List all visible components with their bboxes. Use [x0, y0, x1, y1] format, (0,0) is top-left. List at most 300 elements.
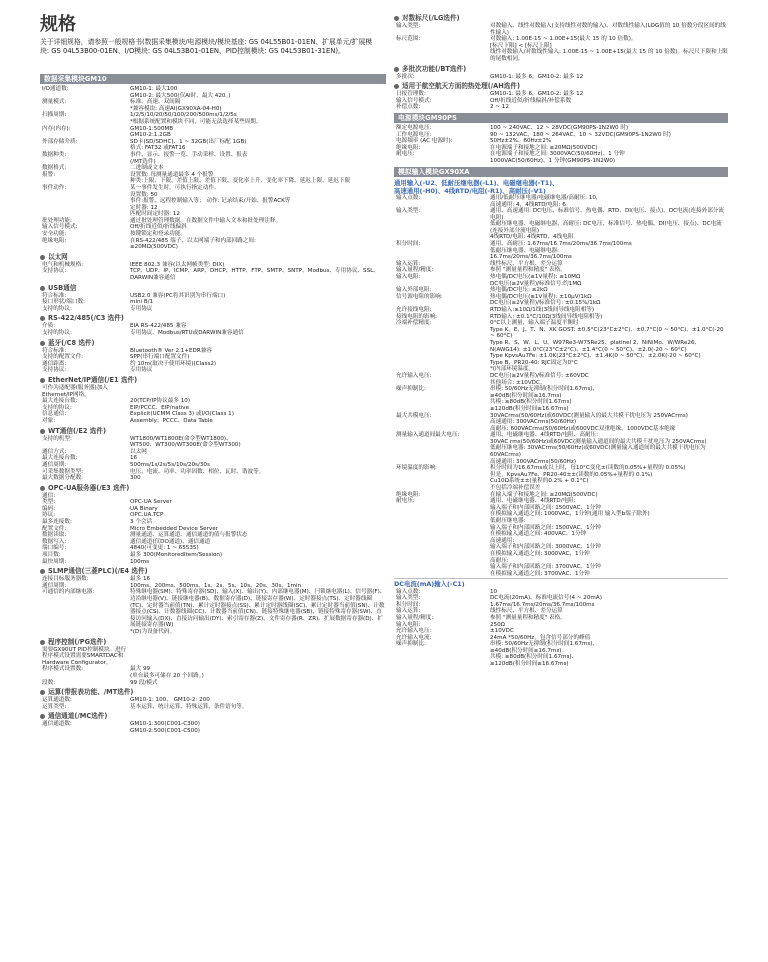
spec-value: RTD输入: ±0.1°C/10Ω(3线间导线电阻相等) [490, 313, 603, 320]
spec-value: 100ms [130, 558, 150, 565]
spec-row [40, 361, 386, 368]
spec-key: 可采集数据类型: [42, 468, 84, 475]
spec-key: 电源频率 (AC 电源时): [396, 138, 453, 145]
subsection-title: OPC-UA服务器(/E3 选件) [48, 483, 130, 492]
spec-key: 允许输入电压: [396, 372, 432, 379]
spec-key: 标尺范围: [396, 36, 421, 43]
spec-value: 积分时间为16.67ms或以上时，每10°C变化±(读数的0.05%+量程的 0.05%) 但是，KpvsAu7Fe、PR20-40±±(读数的0.05%+量程的 0.1%) Cu10Ω系统±±(量程的0.2% + 0.1°C) 不包括冷端补偿误差 [490, 465, 686, 492]
spec-value: Off/折线近似/折线偏斜 [130, 224, 187, 231]
spec-key: 符合标准: [42, 347, 67, 354]
spec-row [40, 330, 386, 337]
subsection-heading [40, 427, 386, 436]
spec-value: 最大 99 (单台最多可储存 20 个回路。) [130, 666, 204, 679]
spec-row [394, 465, 728, 491]
spec-key: 扫描周期: [42, 112, 67, 119]
spec-key: 支持协议: [42, 268, 67, 275]
spec-row [40, 721, 386, 734]
spec-row [394, 307, 728, 314]
spec-value: Bluetooth® Ver 2.1+EDR兼容 [130, 347, 212, 354]
spec-row [40, 647, 386, 667]
spec-value: IEEE 802.3 兼容(以太网帧类型: DIX) [130, 261, 225, 268]
spec-value: 热电偶/DC电压(≤1V量程): ±10μV/1kΩ DC电压(≥2V量程)/标准信号: ±0.15%/1kΩ [490, 293, 601, 307]
spec-key: 介质: [42, 323, 56, 330]
spec-key: 支持的配置文件: [42, 354, 84, 361]
spec-key: 接线电阻的影响: [396, 313, 438, 320]
spec-value: 10 [490, 588, 498, 595]
spec-value: 最多 300(MonitoredItem/Session) [130, 552, 223, 559]
spec-row [394, 138, 728, 145]
spec-value: RTD输入:≤10Ω/1线(3线间导线电阻相等) [490, 307, 595, 313]
spec-key: 积分时间: [396, 601, 421, 608]
right-column [394, 12, 728, 668]
spec-value: 100 ~ 240VAC、12 ~ 28VDC(GM90PS-1N2W0 时) [490, 124, 629, 131]
spec-key: 支持协议: [42, 367, 67, 374]
spec-row [40, 493, 386, 500]
subsection-heading [40, 376, 386, 385]
spec-row [40, 697, 386, 704]
spec-key: 接口形状/端口数: [42, 299, 85, 306]
spec-key: 数据读取: [42, 532, 67, 539]
spec-value: Explicit(UCMM Class 3) 或I/O(Class 1) [130, 411, 234, 418]
spec-value: mini B/1 [130, 299, 154, 306]
spec-key: 输入信号模式: [42, 224, 78, 231]
spec-value: 事件、显示、报警一览、手动采样、设置、报表 (/MT选件) [130, 151, 248, 165]
spec-value: 热电偶/DC电压: ≤2kΩ [490, 287, 548, 294]
spec-key: 补偿点数: [396, 104, 421, 111]
bullet-icon [40, 429, 45, 434]
spec-row [40, 559, 386, 566]
spec-value: 1.67ms/16.7ms/20ms/36.7ms/100ms [490, 601, 595, 608]
subsection-title: EtherNet/IP通信(/E1 选件) [48, 375, 138, 384]
page-title: 规格 [40, 14, 76, 35]
spec-value: 30VACrms(50/60Hz)或60VDC(测量输入的最大共模干扰电压为 250VACrms) 高速通用: 300VACrms(50/60Hz) 高耐压: 600VACrms(50/60Hz)或600VDC双重绝缘，1000VDC基本绝缘 [490, 412, 688, 432]
spec-row [394, 320, 728, 373]
spec-value: 测量通道、运算通道、通信通道的值与报警状态 [130, 532, 248, 539]
spec-key: 类型: [42, 499, 56, 506]
spec-value: SPP(串行端口配置文件) [130, 354, 190, 361]
spec-key: 噪声抑制比: [396, 386, 426, 393]
spec-key: 支持的机型: [42, 435, 72, 442]
spec-key: 可通信的内部继电器: [42, 589, 95, 596]
spec-value: WT1800/WT1800E(命令型WT1800)、 WT500、WT300/WT300E(命令型WT300) [130, 435, 241, 449]
spec-key: 最大连接台数: [42, 455, 78, 462]
spec-key: 允许输入电流: [396, 634, 432, 641]
spec-key: 安全功能: [42, 231, 67, 238]
spec-row [40, 238, 386, 251]
spec-row [40, 218, 386, 225]
subsection-heading [40, 339, 386, 348]
subsection-heading [40, 688, 386, 697]
spec-row [40, 306, 386, 313]
spec-row [40, 539, 386, 546]
spec-value: 线性标尺、平方根、差分运算 [490, 608, 563, 615]
spec-key: 最大连接台数: [42, 398, 78, 405]
spec-key: 输入外部电阻: [396, 287, 432, 294]
spec-value: 最多 16 [130, 576, 151, 583]
spec-key: 测量输入通道间最大电压: [396, 432, 460, 439]
spec-key: 输入运算: [396, 260, 421, 267]
spec-value: 约 10m(取决于使用环境)(Class2) [130, 360, 217, 367]
spec-key: 输入量程/精度: [396, 614, 434, 621]
spec-row [394, 287, 728, 294]
spec-row [40, 589, 386, 635]
spec-value: EIP/PCCC、EIP/native [130, 404, 190, 411]
spec-row [394, 151, 728, 164]
spec-row [394, 125, 728, 132]
spec-row [394, 432, 728, 465]
spec-value: 90 ~ 132VAC、180 ~ 264VAC、10 ~ 32VDC(GM90PS-1N2W0 时) [490, 131, 671, 138]
spec-key: 需要GX90UT PID控制模块。进行程序模式设置需要SMARTDAC和 Hardware Configurator。 [42, 646, 127, 666]
bullet-icon [40, 286, 45, 291]
spec-key: 事件动作: [42, 184, 67, 191]
analog-input-heading: 通用输入(-U2、低耐压继电器(-L1)、电磁继电器(-T1)、 高速通用(-H0)、4线RTD/电阻(-R1)、高耐压(-V1) [394, 178, 559, 195]
spec-row [40, 411, 386, 418]
spec-row [394, 622, 728, 629]
spec-key: 信息通信: [42, 411, 67, 418]
subsection-heading [394, 14, 728, 23]
spec-key: 输入类型: [396, 595, 421, 602]
spec-value: 线性标尺、平方根、差分运算 [490, 260, 563, 267]
spec-key: 工作电源电压: [396, 131, 432, 138]
spec-value: 串模: 50/60Hz无抑制(积分时间1.67ms)、 ≥40dB(积分时间≥16.7ms) 共模: ≥80dB(积分时间1.67ms) ≥120dB(积分时间≥16.67ms) [490, 386, 599, 412]
bullet-icon [40, 378, 45, 383]
spec-value: 对数输入、线性对数输入(支持线性对数的输入)、对数线性输入(LOG值的 10 倍数分段区间的线性输入) [490, 23, 726, 36]
spec-value: 电压、电流、功率、功率因数、相位、瓦时、谐波等。 [130, 468, 265, 475]
spec-value: ±10VDC [490, 628, 514, 635]
subsection-title: 蓝牙(/C8 选件) [48, 338, 95, 347]
bullet-icon [40, 569, 45, 574]
spec-value: 通用、电磁继电器、4线RTD/电阻: 输入端子和内部回路之间: 1500VAC、1分钟 在模拟输入通道之间: 1000VAC、1分钟(通用 输入型b端子除外) 低耐压继电器: 输入端子和内部回路之间: 1500VAC、1分钟 在模拟输入通道之间: 400VAC、1分钟 高速通用: 输入端子和内部回路之间: 3000VAC、1分钟 在模拟输入通道之间: 3000VAC、1分钟 高耐压: 输入端子和内部回路之间: 3700VAC、1分钟 在模拟输入通道之间: 3700VAC、1分钟 [490, 498, 650, 577]
spec-key: 程序模式设置数: [42, 666, 84, 673]
spec-value: Assembly、PCCC、Data Table [130, 417, 213, 424]
bullet-icon [394, 67, 399, 72]
spec-key: 信号源电阻的影响: [396, 293, 443, 300]
spec-row [40, 512, 386, 519]
spec-value: 500ms/1s/2s/5s/10s/20s/30s [130, 461, 210, 468]
spec-row [40, 666, 386, 679]
dc-input-heading: DC电流(mA)输入(-C1) [394, 580, 465, 589]
subsection-title: 以太网 [48, 252, 68, 261]
spec-key: 允许输入电压: [396, 628, 432, 635]
spec-row [394, 91, 728, 98]
spec-row [40, 704, 386, 711]
spec-key: 通信通道数: [42, 721, 72, 728]
spec-key: 日报管理数: [396, 91, 426, 98]
spec-key: 输入电阻: [396, 621, 421, 628]
spec-row [40, 323, 386, 330]
subsection-heading [394, 65, 728, 74]
spec-value: 标准、高速、双间隔 *兼容模块: 高速AI(GX90XA-04-H0) [130, 99, 222, 112]
spec-key: 端口编号: [42, 545, 67, 552]
subsection-heading [40, 712, 386, 721]
spec-key: 输入运算: [396, 608, 421, 615]
spec-value: 300 [130, 475, 141, 482]
spec-value: 在电源端子和接地之间: ≥20MΩ(500VDC) [490, 144, 598, 151]
spec-key: 多批次: [396, 73, 415, 80]
spec-row [40, 348, 386, 355]
spec-value: GM10-1: 100， GM10-2: 200 [130, 697, 210, 704]
spec-key: 运算类型: [42, 703, 67, 710]
spec-value: DC电压(≥2V量程)/标准信号: ±60VDC 其他场合: ±10VDC。 [490, 372, 589, 386]
spec-row [40, 165, 386, 172]
spec-row [40, 172, 386, 185]
spec-value: 对数输入: 1.00E-15 ~ 1.00E+15(最大 15 的 10 倍数)。 [标尺下限] < [标尺上限] 线性对数输入/对数线性输入: 1.00E-15 ~ 1.00E+15(最大 15 的 10 倍数)。标尺尺下限和上限的尾数相同。 [490, 36, 728, 62]
spec-value: 通用、高耐压: 1.67ms/16.7ms/20ms/36.7ms/100ms 低耐压继电器、电磁继电器: 16.7ms/20ms/36.7ms/100ms [490, 241, 632, 261]
spec-value: GM10-1: 最多 6，GM10-2: 最多 12 [490, 73, 584, 80]
bullet-icon [40, 486, 45, 491]
spec-row [40, 469, 386, 476]
spec-row [40, 455, 386, 462]
spec-value [130, 493, 386, 500]
spec-key: 最大共模电压: [396, 412, 432, 419]
spec-key: 外部存储介质: [42, 138, 78, 145]
bullet-icon [40, 714, 45, 719]
subsection-heading [40, 638, 386, 647]
spec-row [394, 498, 728, 577]
spec-row [394, 208, 728, 241]
spec-value: EIA RS-422/485 兼容 [130, 323, 187, 330]
spec-key: 环境温度的影响: [396, 465, 438, 472]
spec-key: 通信距离: [42, 360, 67, 367]
spec-value: 通过批处理管理数据。在数据文件中输入文本和批处理注释。 [130, 217, 282, 224]
spec-key: 噪声抑制比: [396, 641, 426, 648]
spec-value: 通用、高速通用: DC电压、标准信号、热电偶、RTD、DI(电压、接点)、DC电流(连接外部分流电阻) 低耐压继电器、电磁继电器、高耐压: DC电压、标准信号、热电偶、DI(电压、接点)、DC电流(连接外部分流电阻) 4线RTD/电阻: 4线RTD、4线电阻 [490, 208, 724, 241]
spec-row [40, 299, 386, 306]
spec-row [40, 99, 386, 112]
spec-row [394, 641, 728, 667]
spec-value: 250Ω [490, 621, 505, 628]
spec-key: 连接目标服务器数: [42, 576, 89, 583]
spec-key: 对象: [42, 417, 56, 424]
left-column [40, 72, 386, 735]
spec-row [40, 112, 386, 125]
spec-value: 通用、电磁继电器、4线RTD/电阻、高耐压: 30VAC rms(50/60Hz)或60VDC(测量输入通道间的最大共模干扰电压为 250VACrms) 低耐压继电器: 30VACrms(50/60Hz)或60VDC(测量输入通道间的最大共模干扰电压为60VACrms) 高速通用: 300VACrms(50/60Hz) [490, 432, 707, 465]
spec-value: DC电流(20mA)、标准电流信号(4 ~ 20mA) [490, 595, 602, 602]
spec-key: 项目数: [42, 552, 61, 559]
subsection-title: RS-422/485(/C3 选件) [48, 314, 124, 323]
spec-value: 在输入端子和接地之间: ≥20MΩ(500VDC) [490, 491, 598, 498]
spec-value: 以太网 [130, 448, 147, 455]
spec-value: 特殊继电器(SM)、特殊寄存器(SD)、输入(X)、输出(Y)、内部继电器(M)、闩锁继电器(L)、信号器(F)、边沿继电器(V)、链接继电器(B)、数据寄存器(D)、链接寄存器(W)、定时器接点(TS)、定时器线圈(TC)、定时器当前值(TN)、累计定时器接点(SS)、累计定时器线圈(SC)、累计定时器当前值(SN)、计数器接点(CS)、计数器线圈(CC)、计数器当前值(CN)、链接特殊继电器(SB)、链接特殊寄存器(SW)、直接访问输入(DX)、直接访问输出(DY)、索引寄存器(Z)、文件寄存器(R、ZR)、扩展数据寄存器(D)、扩展链接寄存器(W) *(D)为设备代码。 [130, 589, 386, 635]
spec-key: 通信方式: [42, 448, 67, 455]
subsection-title: 运算(带报表功能、/MT选件) [48, 688, 134, 697]
spec-key: 冷端补偿精度: [396, 320, 432, 327]
spec-key: 通信周期: [42, 582, 67, 589]
bullet-icon [40, 255, 45, 260]
spec-row [394, 98, 728, 105]
spec-row [40, 367, 386, 374]
spec-value: 在电源端子和接地之间: 3000VAC(50/60Hz)、1 分钟 1000VAC(50/60Hz)、1 分钟(GM90PS-1N2W0) [490, 151, 625, 164]
spec-row [40, 552, 386, 559]
spec-row [394, 294, 728, 307]
spec-value: 2 ~ 12 [490, 104, 509, 111]
spec-value: 基本运算、统计运算、特殊运算、条件语句等。 [130, 703, 248, 710]
section-bar-analog: 模拟输入模块GX90XA [394, 167, 728, 177]
spec-value: 50Hz±2%、60Hz±2% [490, 138, 552, 145]
bullet-icon [394, 16, 399, 21]
spec-key: 通信周期: [42, 461, 67, 468]
spec-row [394, 23, 728, 36]
spec-value: Micro Embedded Device Server [130, 525, 218, 532]
subsection-title: 程序控制(/PG选件) [48, 637, 107, 646]
spec-key: 允许接线电阻: [396, 307, 432, 313]
spec-row [40, 86, 386, 99]
spec-key: 协议: [42, 512, 56, 519]
spec-key: I/O通道数: [42, 86, 69, 92]
spec-row [394, 413, 728, 433]
spec-row [40, 436, 386, 449]
spec-row [394, 241, 728, 261]
spec-row [40, 185, 386, 218]
spec-key: 输入类型: [396, 208, 421, 215]
bullet-icon [40, 316, 45, 321]
spec-value: 通用/低耐压继电器/电磁继电器/高耐压: 10， 高速通用: 4，4线RTD/电阻: 6 [490, 194, 602, 208]
spec-key: 输入点数: [396, 588, 421, 595]
spec-key: 支持的协议: [42, 305, 72, 312]
spec-row [394, 615, 728, 622]
spec-row [40, 519, 386, 526]
spec-value: 热电偶/DC电压(≤1V量程): ≥10MΩ DC电压(≥2V量程)/标准信号:约1MΩ [490, 274, 582, 287]
spec-key: 批处理功能: [42, 217, 72, 224]
spec-key: 输入电阻: [396, 274, 421, 281]
spec-key: 输入类型: [396, 23, 421, 29]
spec-key: 可作为适配器(服务器)加入Ethernet/IP网络。 [42, 384, 108, 398]
spec-value: GM10-1:500MB GM10-2:1.2GB [130, 125, 174, 139]
spec-value: 3 个会话 [130, 519, 153, 526]
spec-value [130, 385, 386, 398]
spec-row [40, 231, 386, 238]
spec-row [40, 532, 386, 539]
spec-key: 内存(内存): [42, 125, 71, 132]
bullet-icon [394, 84, 399, 89]
spec-value: 20(TCP/IP协议最多 10) [130, 398, 191, 405]
spec-key: 积分时间: [396, 241, 421, 248]
spec-key: 输入信号模式: [396, 97, 432, 104]
spec-row [394, 195, 728, 208]
spec-value: 在RS-422/485 端子、以太网端子和内部回路之间: ≥20MΩ(500VDC) [130, 237, 256, 251]
bullet-icon [40, 690, 45, 695]
subsection-title: 适用于航空航天方面的热处理(/AH选件) [402, 82, 520, 91]
spec-row [40, 268, 386, 281]
spec-row [394, 628, 728, 635]
spec-value: 1/2/5/10/20/50/100/200/500ms/1/2/5s *根据系统配置和模块不同，可能无法选择某些周期。 [130, 112, 262, 125]
spec-row [40, 293, 386, 300]
spec-key: 段数: [42, 679, 56, 686]
spec-key: 输入点数: [396, 194, 421, 201]
spec-value: OPC.UA.TCP [130, 512, 164, 519]
spec-value: 16 [130, 455, 138, 462]
spec-row [40, 462, 386, 469]
intro-paragraph: 关于详细规格，请参照一般规格书(数据采集模块/电源模块/模块基座: GS 04L55B01-01EN、扩展单元/扩展模块: GS 04L53B00-01EN、I/O模块: GS 04L53B01-01EN、PID控制模块: GS 04L53B01-31EN)。 [40, 38, 373, 56]
subsection-title: WT通信(/E2 选件) [48, 426, 106, 435]
spec-key: 耐电压: [396, 498, 415, 505]
spec-value: 100ms、200ms、500ms、1s、2s、5s、10s、20s、30s、1min [130, 582, 302, 589]
spec-value: GM10-1: 最大100 GM10-2: 最大500(仅AI时，最大 420。) [130, 86, 231, 99]
spec-key: 额定电源电压: [396, 124, 432, 131]
spec-row [394, 104, 728, 111]
spec-row [394, 274, 728, 287]
spec-key: 最快周期: [42, 558, 67, 565]
spec-row [40, 449, 386, 456]
spec-row [394, 386, 728, 412]
spec-value: 设置数: 每测量通道最多 4 个报警 种类:上限、下限、差值上限、差值下限、变化率上升、变化率下降、延迟上限、延迟下限 [130, 171, 351, 185]
subsection-title: 对数标尺(/LG选件) [402, 14, 460, 22]
spec-value: Off/折线近似/折线偏斜/补偿系数 [490, 97, 572, 104]
spec-value: 99 段/模式 [130, 679, 158, 686]
spec-key: 数据格式: [42, 165, 67, 172]
spec-row [40, 152, 386, 165]
subsection-heading [40, 253, 386, 262]
spec-key: 支持的协议: [42, 404, 72, 411]
spec-value: 参照 "测量量程和精度" 表格。 [490, 614, 566, 621]
spec-value: SD卡(SD/SDHC)、1 ~ 32GB(出厂标配 1GB) 格式: FAT32 或FAT16 [130, 138, 247, 152]
spec-key: 测量模式: [42, 99, 67, 106]
spec-key: 编码: [42, 505, 56, 512]
bullet-icon [40, 341, 45, 346]
spec-row [40, 385, 386, 398]
spec-row [394, 595, 728, 602]
spec-value: 串模: 50/60Hz无抑制(积分时间1.67ms)、 ≥40dB(积分时间≥16.7ms) 共模: ≥80dB(积分时间1.67ms)、 ≥120dB(积分时间≥16.67ms) [490, 641, 599, 668]
spec-value: 专用协议、Modbus/RTU或DARWIN兼容通信 [130, 330, 244, 336]
spec-row [40, 680, 386, 687]
subsection-heading [40, 314, 386, 323]
spec-value: TCP、UDP、IP、ICMP、ARP、DHCP、HTTP、FTP、SMTP、SNTP、Modbus、专用协议、SSL、DARWIN兼容通信 [130, 268, 379, 282]
section-bar-power: 电源模块GM90PS [394, 113, 728, 123]
spec-key: 最大数据分配数: [42, 475, 84, 482]
spec-key: 通信: [42, 492, 56, 499]
spec-row [40, 475, 386, 482]
spec-row [40, 418, 386, 425]
spec-key: 数据写入: [42, 538, 67, 545]
spec-value: 二进制或文本 [130, 165, 164, 172]
spec-value: 专用协议 [130, 367, 153, 374]
section-bar-gm10: 数据采集模块GM10 [40, 74, 386, 84]
spec-value: 按键锁定和登录功能。 [130, 231, 186, 238]
spec-row [394, 36, 728, 62]
subsection-heading [40, 284, 386, 293]
subsection-title: SLMP通信(三菱PLC)(/E4 选件) [48, 567, 148, 576]
spec-row [40, 139, 386, 152]
spec-value: 某一事件发生时，可执行指定动作。 设置数: 50 事件:报警、远程控制输入等； 动作: 记录结束/开始、报警ACK等 定时器: 12 匹配时间定时器: 12 [130, 184, 291, 218]
spec-value: 专用协议 [130, 305, 153, 312]
bullet-icon [40, 640, 45, 645]
spec-key: 支持的协议: [42, 330, 72, 336]
spec-key: 输入量程/精度: [396, 267, 434, 274]
spec-key: 符合标准: [42, 292, 67, 299]
spec-value: 4840(可变更: 1 ~ 65535) [130, 545, 199, 552]
spec-row [40, 576, 386, 583]
spec-value: 0°C以上测量，输入端子温度平衡时 Type K、E、J、T、N、XK GOST: ±0.5°C(23°C±2°C)、±0.7°C(0 ~ 50°C)、±1.0°C(-20 ~ 60°C) Type R、S、W、L、U、W97Re3-W75Re25、platinel 2、NiNiMo、W/WRe26、N(AWG14): ±1.0°C(23°C±2°C)、±1.4°C(0 ~ 50°C)、±2.0(-20 ~ 60°C) Type KpvsAu7Fe: ±1.0K(23°C±2°C)、±1.4K(0 ~ 50°C)、±2.0K(-20 ~ 60°C) Type B、PR20-40: RJC固定为0°C *(内部环境温度。 [490, 320, 724, 373]
spec-row [394, 608, 728, 615]
spec-row [394, 373, 728, 386]
spec-row [40, 398, 386, 405]
spec-key: 报警: [42, 171, 56, 178]
spec-row [40, 506, 386, 513]
spec-row [40, 499, 386, 506]
spec-key: 电气和机械规格: [42, 261, 84, 268]
spec-key: 最多连接数: [42, 519, 72, 526]
subsection-heading [394, 82, 728, 91]
spec-key: 运算通道数: [42, 697, 72, 704]
spec-value: UA Binary [130, 505, 158, 512]
spec-value: 24mA *50/60Hz，包含信号部分的峰值 [490, 634, 591, 641]
spec-key: 绝缘电阻: [42, 237, 67, 244]
spec-row [394, 74, 728, 81]
spec-value: OPC-UA Server [130, 499, 172, 506]
spec-key: 配置文件: [42, 525, 67, 532]
spec-key: 数据种类: [42, 151, 67, 158]
spec-value: USB2.0 兼容(PC将其识别为串行端口) [130, 292, 226, 299]
